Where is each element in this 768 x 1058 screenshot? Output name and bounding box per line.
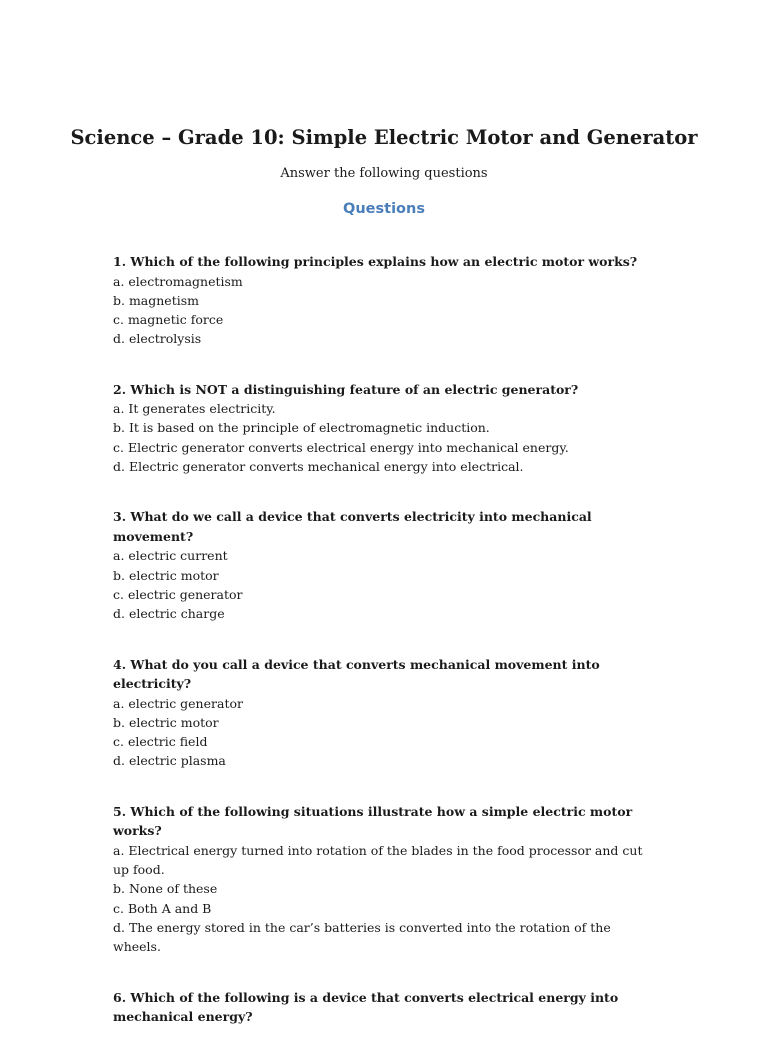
answer-option: c. electric field [113,734,208,750]
answer-option: b. It is based on the principle of electromagnetic induction. [113,420,490,436]
answer-options [113,272,653,349]
answer-option: d. The energy stored in the car’s batteries is converted into the rotation of the wheels. [113,919,611,955]
question-2 [113,380,653,477]
answer-option: d. electric charge [113,606,225,622]
answer-option: b. magnetism [113,292,199,308]
question-6 [113,988,653,1027]
answer-option: d. Electric generator converts mechanical energy into electrical. [113,459,524,475]
answer-option: b. None of these [113,881,218,897]
answer-option: d. electric plasma [113,753,226,769]
question-text: 3. What do we call a device that converts electricity into mechanical movement? [113,509,592,544]
question-text: 1. Which of the following principles explains how an electric motor works? [113,254,638,269]
answer-option: c. Electric generator converts electrical energy into mechanical energy. [113,439,569,455]
section-heading: Questions [343,201,425,217]
answer-option: d. electrolysis [113,331,202,347]
instructions: Answer the following questions [280,166,488,181]
question-text: 5. Which of the following situations illustrate how a simple electric motor works? [113,803,633,839]
page-title: Science – Grade 10: Simple Electric Motor and Generator [70,126,698,149]
question-3 [113,507,653,623]
questions-list [113,252,653,1058]
answer-option: c. Both A and B [113,900,212,916]
question-1 [113,252,653,349]
answer-option: b. electric motor [113,714,219,730]
answer-option: a. electric current [113,548,228,564]
answer-options [113,841,653,957]
answer-options [113,399,653,476]
answer-option: a. electric generator [113,695,243,711]
answer-option: c. electric generator [113,586,243,602]
answer-option: a. electromagnetism [113,273,243,289]
question-4 [113,655,653,771]
question-text: 4. What do you call a device that converts mechanical movement into electricity? [113,656,600,692]
answer-option: a. Electrical energy turned into rotation of the blades in the food processor and cut up food. [113,842,643,878]
answer-options [113,546,653,623]
answer-option: c. magnetic force [113,312,224,328]
question-text: 2. Which is NOT a distinguishing feature of an electric generator? [113,381,579,397]
answer-option: b. electric motor [113,567,219,583]
answer-options [113,694,653,771]
question-text: 6. Which of the following is a device that converts electrical energy into mechanical energy? [113,989,619,1025]
answer-option: a. It generates electricity. [113,401,276,417]
question-5 [113,802,653,957]
